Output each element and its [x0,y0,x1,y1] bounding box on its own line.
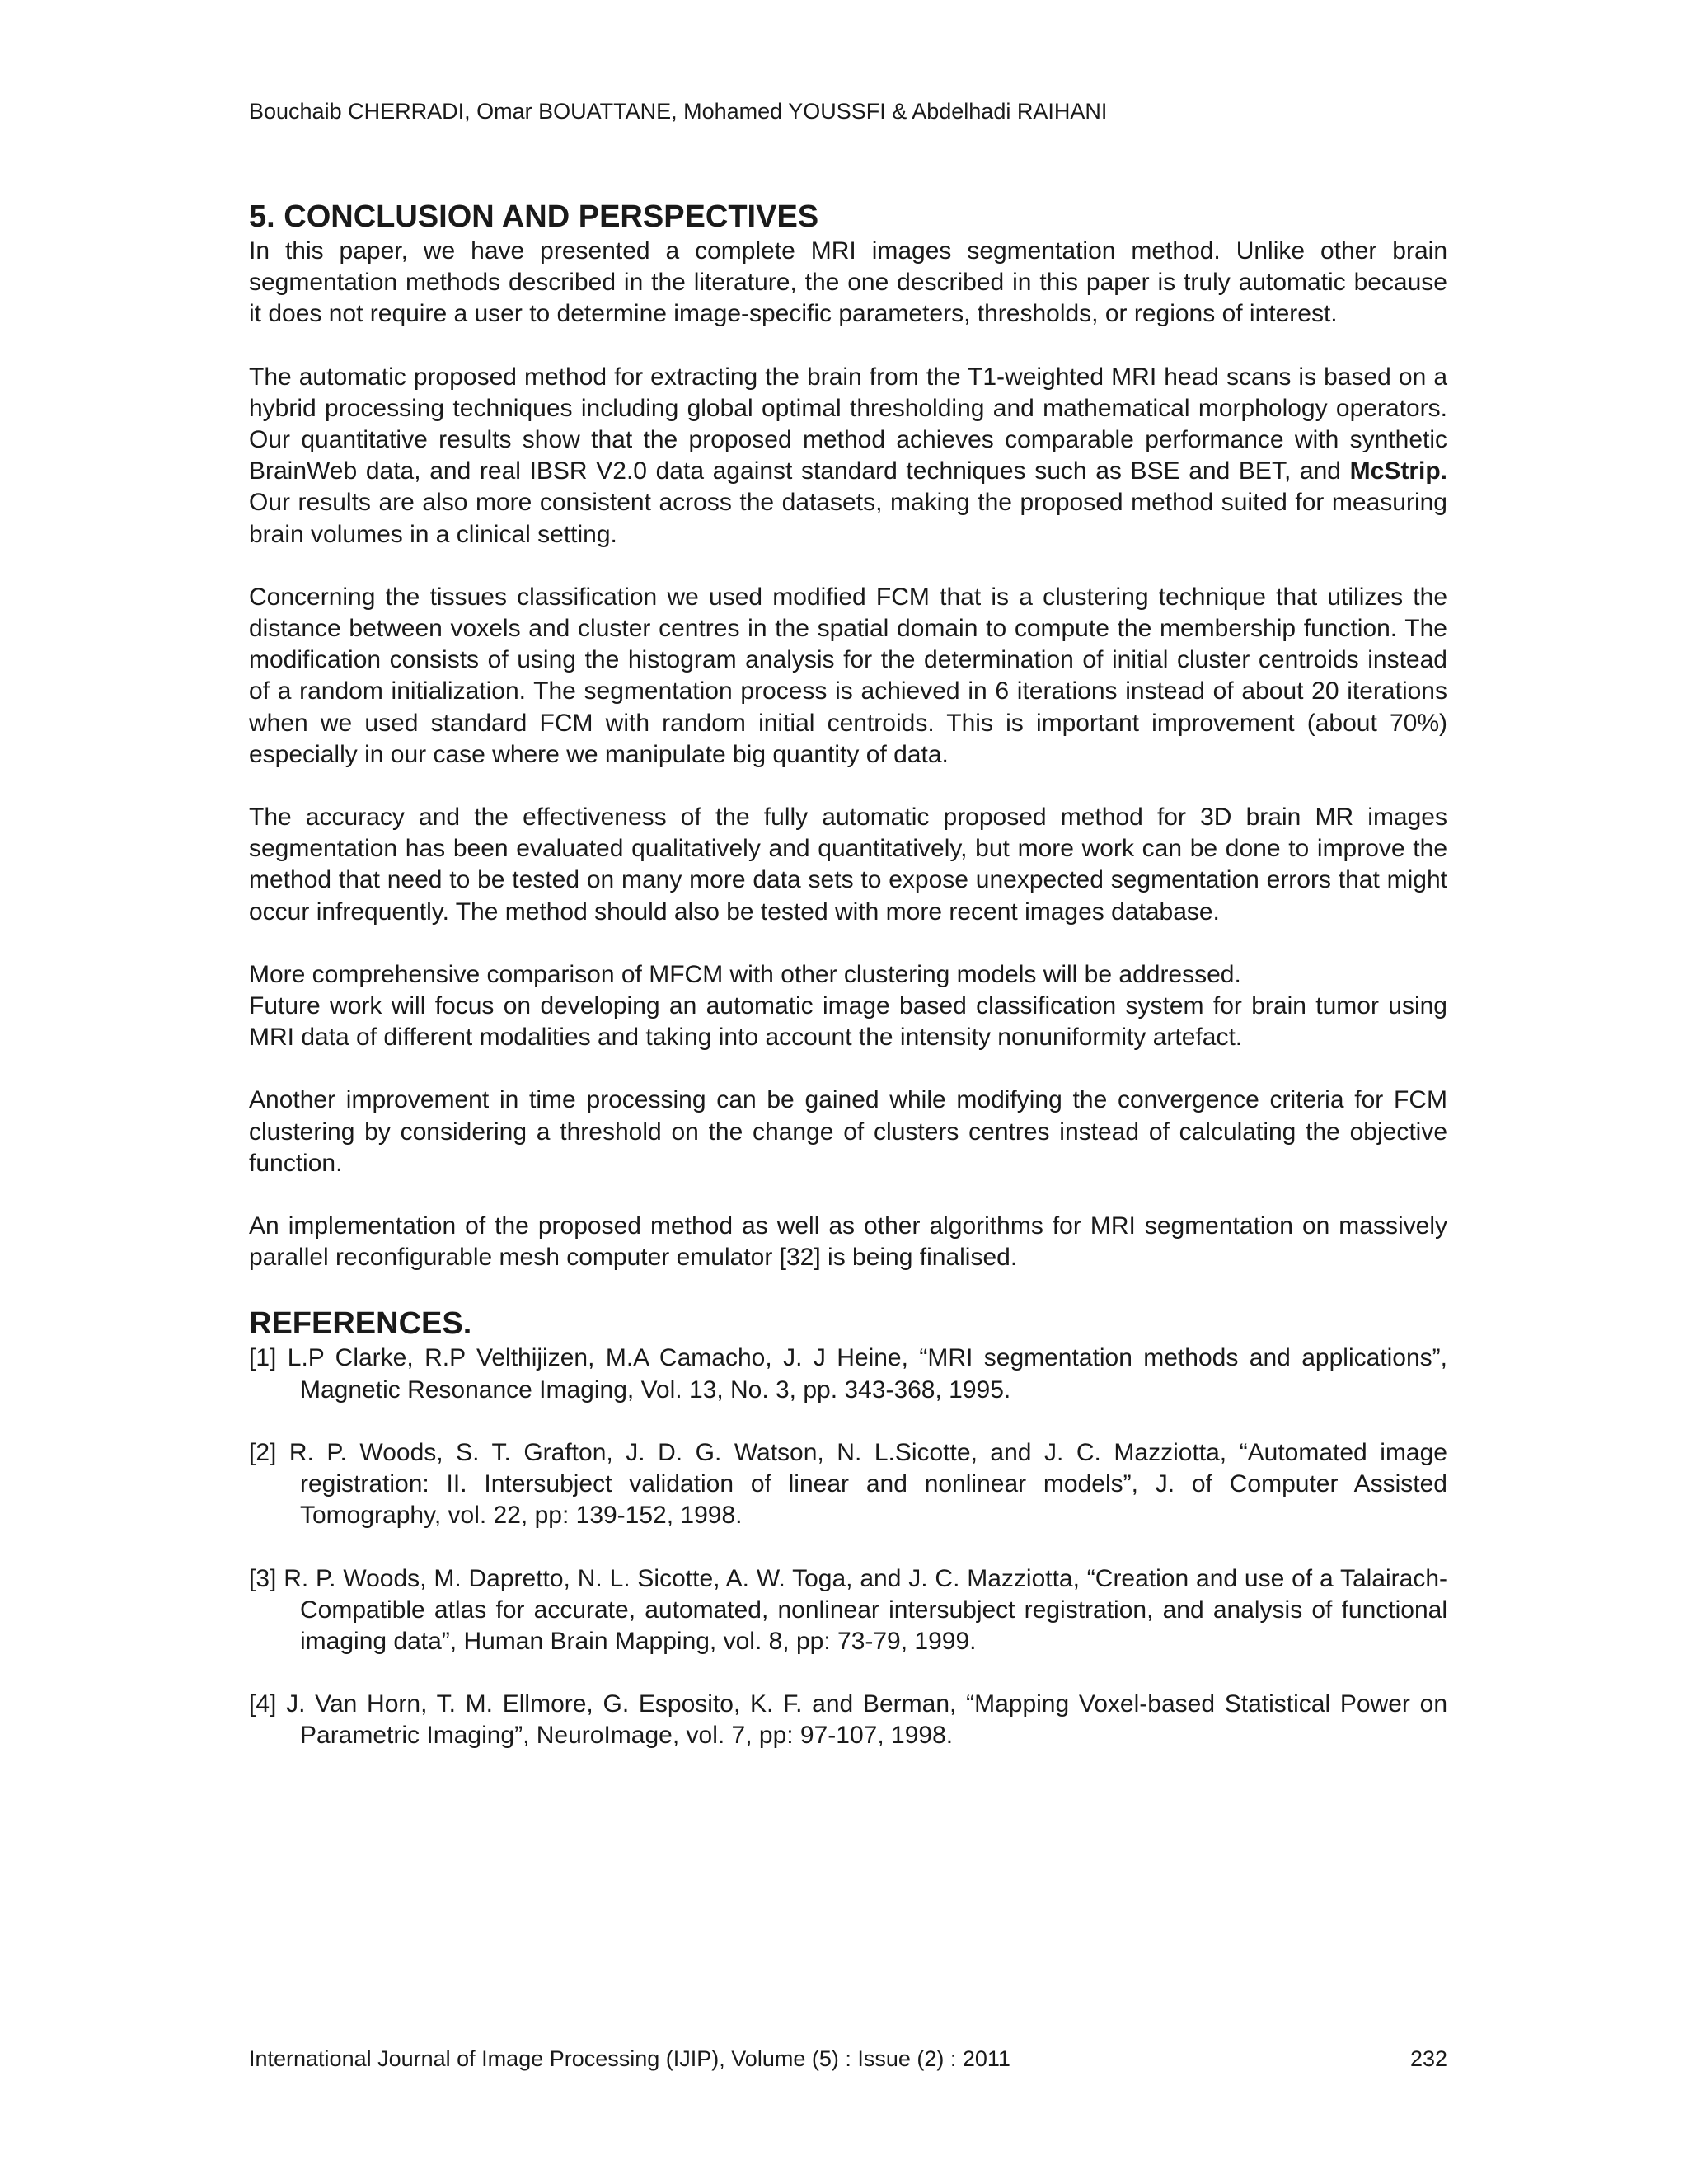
paragraph-time-processing: Another improvement in time processing can be gained while modifying the convergence criteria for FCM clustering by considering a threshold on the change of clusters centres instead of calculating the objective function. [249,1086,1447,1177]
section-heading: 5. CONCLUSION AND PERSPECTIVES [249,199,819,234]
paragraph-comparison: More comprehensive comparison of MFCM with other clustering models will be addressed. [249,960,1241,988]
paragraph-implementation: An implementation of the proposed method as well as other algorithms for MRI segmentation on massively parallel reconfigurable mesh computer emulator [32] is being finalised. [249,1212,1447,1272]
reference-item: [1] L.P Clarke, R.P Velthijizen, M.A Camacho, J. J Heine, “MRI segmentation methods and applications”, Magnetic Resonance Imaging, Vol. 13, No. 3, pp. 343-368, 1995. [249,1344,1447,1404]
paragraph-method-text-a: The automatic proposed method for extracting the brain from the T1-weighted MRI head scans is based on a hybrid processing techniques including global optimal thresholding and mathematical morphology operators. Our quantitative results show that the proposed method achieves comparable performance with synthetic BrainWeb data, and real IBSR V2.0 data against standard techniques such as BSE and BET, and [249,363,1447,485]
reference-item: [4] J. Van Horn, T. M. Ellmore, G. Esposito, K. F. and Berman, “Mapping Voxel-based Statistical Power on Parametric Imaging”, NeuroImage, vol. 7, pp: 97-107, 1998. [249,1690,1447,1750]
paragraph-intro: In this paper, we have presented a complete MRI images segmentation method. Unlike other brain segmentation methods described in the literature, the one described in this paper is truly automatic because it does not require a user to determine image-specific parameters, thresholds, or regions of interest. [249,237,1447,328]
page-footer [249,2044,1447,2074]
footer-journal: International Journal of Image Processing (IJIP), Volume (5) : Issue (2) : 2011 [249,2046,1010,2071]
page-number: 232 [1409,2046,1447,2071]
paragraph-method-bold: McStrip. [1349,457,1447,485]
reference-item: [2] R. P. Woods, S. T. Grafton, J. D. G. Watson, N. L.Sicotte, and J. C. Mazziotta, “Automated image registration: II. Intersubject validation of linear and nonlinear models”, J. of Computer Assisted Tomography, vol. 22, pp: 139-152, 1998. [249,1438,1447,1530]
references-list [249,1343,1447,1751]
running-head-authors: Bouchaib CHERRADI, Omar BOUATTANE, Mohamed YOUSSFI & Abdelhadi RAIHANI [249,99,1108,124]
paragraph-method [249,362,1447,551]
paragraph-accuracy: The accuracy and the effectiveness of the fully automatic proposed method for 3D brain MR images segmentation has been evaluated qualitatively and quantitatively, but more work can be done to improve the method that need to be tested on many more data sets to expose unexpected segmentation errors that might occur infrequently. The method should also be tested with more recent images database. [249,804,1447,926]
paragraph-classification: Concerning the tissues classification we used modified FCM that is a clustering technique that utilizes the distance between voxels and cluster centres in the spatial domain to compute the membership function. The modification consists of using the histogram analysis for the determination of initial cluster centroids instead of a random initialization. The segmentation process is achieved in 6 iterations instead of about 20 iterations when we used standard FCM with random initial centroids. This is important improvement (about 70%) especially in our case where we manipulate big quantity of data. [249,583,1447,768]
paragraph-future-work: Future work will focus on developing an automatic image based classification system for brain tumor using MRI data of different modalities and taking into account the intensity nonuniformity artefact. [249,992,1447,1052]
references-heading: REFERENCES. [249,1306,472,1342]
paragraph-method-text-b: Our results are also more consistent across the datasets, making the proposed method suited for measuring brain volumes in a clinical setting. [249,489,1447,548]
reference-item: [3] R. P. Woods, M. Dapretto, N. L. Sicotte, A. W. Toga, and J. C. Mazziotta, “Creation and use of a Talairach-Compatible atlas for accurate, automated, nonlinear intersubject registration, and analysis of functional imaging data”, Human Brain Mapping, vol. 8, pp: 73-79, 1999. [249,1564,1447,1655]
main-content [249,198,1447,1783]
